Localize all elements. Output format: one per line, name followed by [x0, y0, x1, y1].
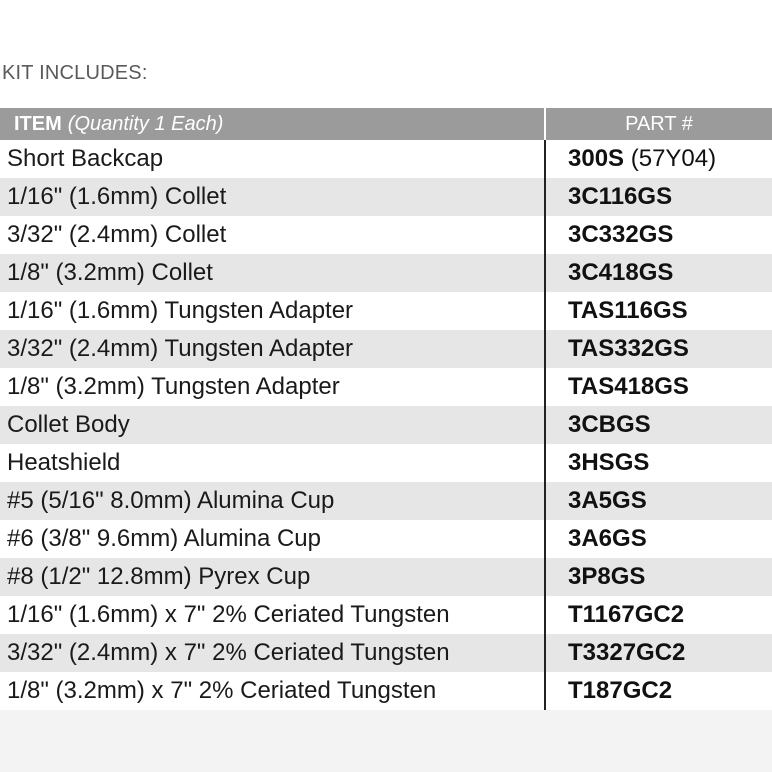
- part-number: TAS116GS: [568, 297, 688, 324]
- item-name: 1/16" (1.6mm) x 7" 2% Ceriated Tungsten: [0, 596, 545, 634]
- table-row: [0, 368, 772, 406]
- item-name: 3/32" (2.4mm) Tungsten Adapter: [0, 330, 545, 368]
- part-number: T187GC2: [568, 677, 673, 704]
- part-number: 300S: [568, 145, 625, 172]
- part-number: T1167GC2: [568, 601, 685, 628]
- item-name: 1/8" (3.2mm) Tungsten Adapter: [0, 368, 545, 406]
- item-name: #8 (1/2" 12.8mm) Pyrex Cup: [0, 558, 545, 596]
- item-name: 1/8" (3.2mm) x 7" 2% Ceriated Tungsten: [0, 672, 545, 710]
- table-row: [0, 444, 772, 482]
- table-row: [0, 330, 772, 368]
- header-item: [0, 108, 545, 140]
- part-number: 3HSGS: [568, 449, 650, 476]
- item-name: 1/16" (1.6mm) Tungsten Adapter: [0, 292, 545, 330]
- part-number-cell: [545, 292, 772, 330]
- part-number-cell: [545, 444, 772, 482]
- table-row: [0, 672, 772, 710]
- header-row: [0, 108, 772, 140]
- item-name: #5 (5/16" 8.0mm) Alumina Cup: [0, 482, 545, 520]
- part-number-cell: [545, 178, 772, 216]
- part-number-cell: [545, 254, 772, 292]
- table-row: [0, 216, 772, 254]
- header-item-label: ITEM: [14, 112, 62, 135]
- item-name: 3/32" (2.4mm) Collet: [0, 216, 545, 254]
- table-header: [0, 108, 772, 140]
- table-row: [0, 140, 772, 178]
- part-number: 3P8GS: [568, 563, 646, 590]
- part-number-cell: [545, 558, 772, 596]
- table-row: [0, 406, 772, 444]
- table-row: [0, 254, 772, 292]
- part-number: T3327GC2: [568, 639, 686, 666]
- table-row: [0, 558, 772, 596]
- part-number-cell: [545, 330, 772, 368]
- part-number: TAS418GS: [568, 373, 689, 400]
- header-quantity-note: (Quantity 1 Each): [67, 112, 224, 135]
- table-row: [0, 292, 772, 330]
- table-body: [0, 140, 772, 710]
- part-number-cell: [545, 596, 772, 634]
- part-number-cell: [545, 216, 772, 254]
- table-row: [0, 178, 772, 216]
- kit-table: [0, 108, 772, 710]
- kit-heading: KIT INCLUDES:: [2, 62, 148, 84]
- part-number-cell: [545, 634, 772, 672]
- item-name: 1/8" (3.2mm) Collet: [0, 254, 545, 292]
- part-number: 3C418GS: [568, 259, 674, 286]
- part-number-cell: [545, 368, 772, 406]
- part-number: 3CBGS: [568, 411, 651, 438]
- table-row: [0, 634, 772, 672]
- table-row: [0, 482, 772, 520]
- table-row: [0, 596, 772, 634]
- part-number: 3C332GS: [568, 221, 674, 248]
- item-name: Collet Body: [0, 406, 545, 444]
- item-name: Short Backcap: [0, 140, 545, 178]
- part-number-cell: [545, 406, 772, 444]
- part-number: 3A5GS: [568, 487, 647, 514]
- part-number-cell: [545, 672, 772, 710]
- header-part-number: PART #: [545, 108, 772, 140]
- item-name: Heatshield: [0, 444, 545, 482]
- part-number-cell: [545, 520, 772, 558]
- part-number-cell: [545, 140, 772, 178]
- part-number-alt: (57Y04): [630, 145, 717, 172]
- part-number: 3A6GS: [568, 525, 647, 552]
- table-row: [0, 520, 772, 558]
- item-name: 3/32" (2.4mm) x 7" 2% Ceriated Tungsten: [0, 634, 545, 672]
- part-number: 3C116GS: [568, 183, 673, 210]
- part-number-cell: [545, 482, 772, 520]
- part-number: TAS332GS: [568, 335, 689, 362]
- item-name: #6 (3/8" 9.6mm) Alumina Cup: [0, 520, 545, 558]
- item-name: 1/16" (1.6mm) Collet: [0, 178, 545, 216]
